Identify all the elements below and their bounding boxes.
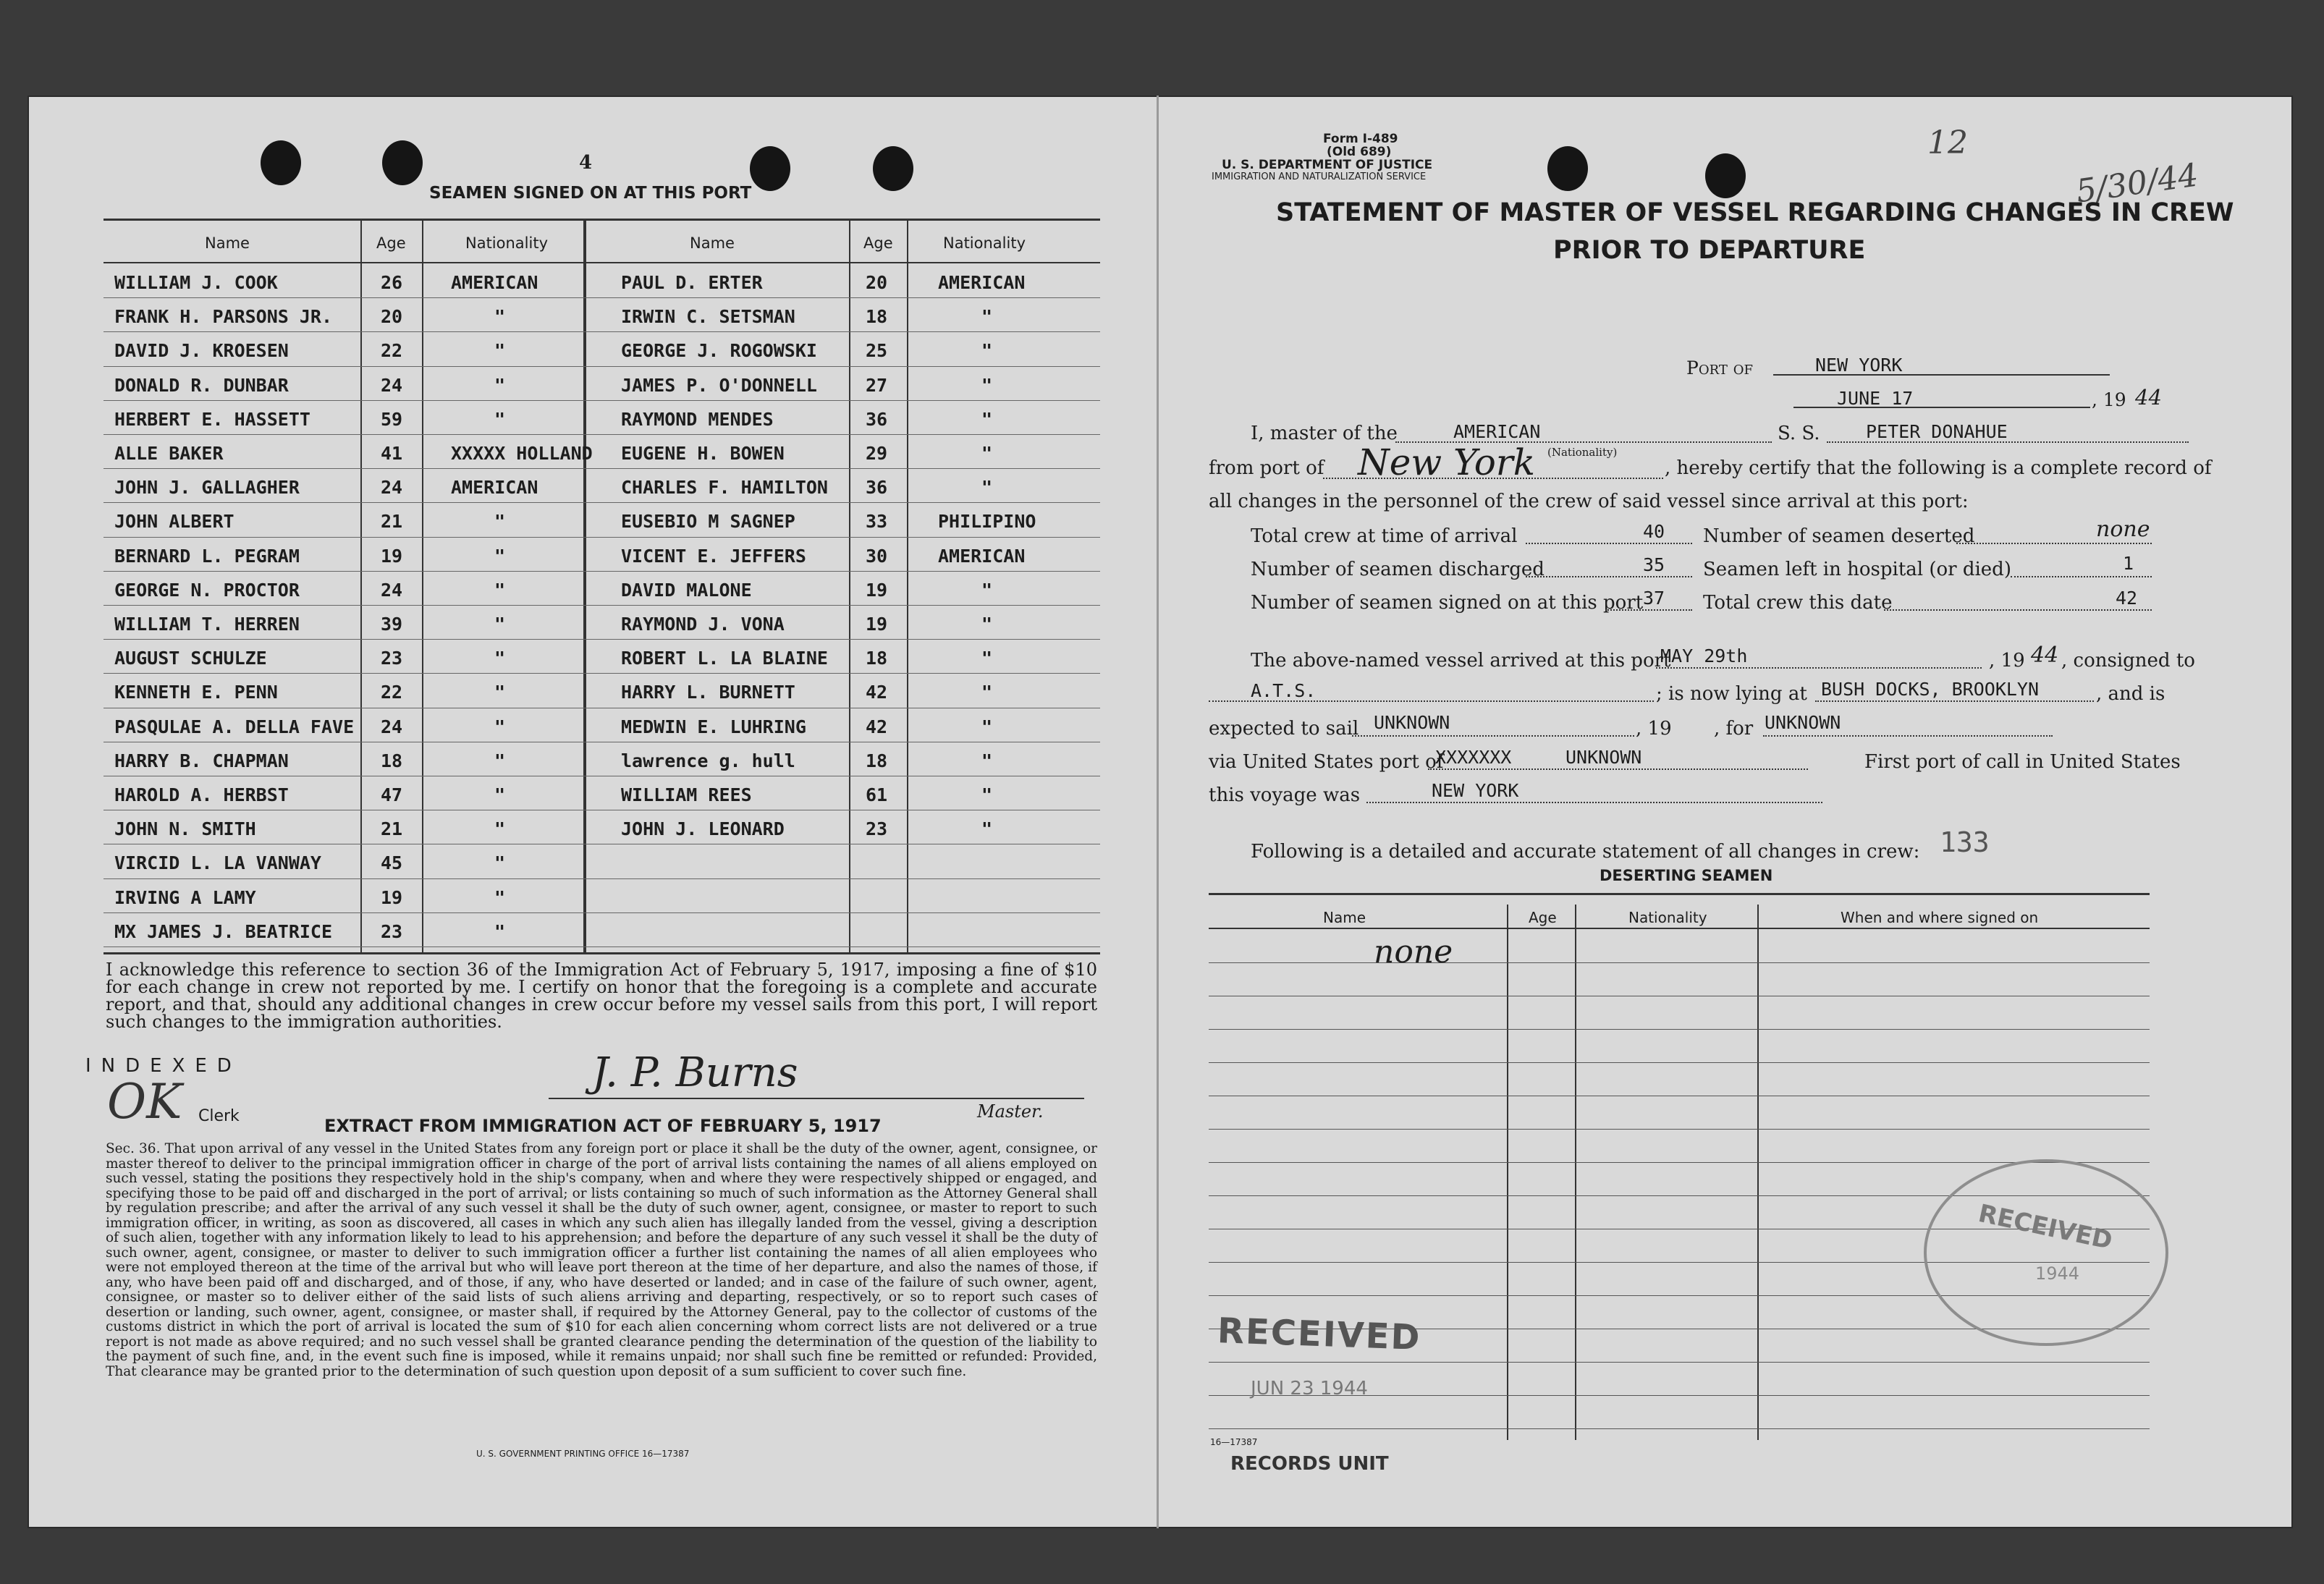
column-header-name: Name [1323,909,1366,926]
left-age-cell: 23 [381,648,403,669]
indexed-label: INDEXED [85,1055,242,1077]
left-age-cell: 41 [381,443,403,464]
right-name-cell: IRWIN C. SETSMAN [621,306,795,327]
row-divider [103,400,1100,401]
lying-label: ; is now lying at [1656,683,1807,705]
left-name-cell: AUGUST SCHULZE [114,648,267,669]
left-nationality-cell: AMERICAN [451,272,538,293]
consignee-value: A.T.S. [1251,680,1317,701]
deserting-title: DESERTING SEAMEN [1600,867,1773,884]
row-divider [103,502,1100,503]
year-value: 44 [2135,385,2162,410]
left-nationality-cell: " [494,546,506,567]
from-port-value: New York [1358,441,1535,483]
right-age-cell: 36 [866,409,888,430]
right-name-cell: EUSEBIO M SAGNEP [621,511,795,532]
service-name: IMMIGRATION AND NATURALIZATION SERVICE [1212,171,1427,182]
row-divider [1209,1362,2150,1363]
right-nationality-cell: PHILIPINO [938,511,1036,532]
row-divider [1209,1428,2150,1429]
extract-text: Sec. 36. That upon arrival of any vessel in the United States from any foreign port or place it shall be the duty of the owner, agent, consignee, or master thereof to deliver to the principal immigration officer in charge of the port of arrival lists containing the names of all aliens employed on such vessel, stating the positions they respectively hold in the ship's company, when and where they were respectively shipped or engaged, and specifying those to be paid off and discharged in the port of arrival; or lists containing so much of such information as the Attorney General shall by regulation prescribe; and after the arrival of any such vessel it shall be the duty of such owner, agent, consignee, or master to report to such immigration officer, in writing, as soon as discovered, all cases in which any such alien has illegally landed from the vessel, giving a description of such alien, together with any information likely to lead to his apprehension; and before the departure of any such vessel it shall be the duty of such owner, agent, consignee, or master to deliver to such immigration officer a further list containing the names of all alien employees who were not employed thereon at the time of the arrival but who will leave port thereon at the time of her departure, and also the names of those, if any, who have been paid off and discharged, and of those, if any, who have deserted or landed; and in case of the failure of such owner, agent, consignee, or master so to deliver either of the said lists of such aliens arriving and departing, respectively, or so to report such cases of desertion or landing, such owner, agent, consignee, or master shall, if required by the Attorney General, pay to the collector of customs of the customs district in which the port of arrival is located the sum of $10 for each alien concerning whom correct lists are not delivered or a true report is not made as above required; and no such vessel shall be granted clearance pending the determination of the question of the liability to the payment of such fine, and, in the event such fine is imposed, while it remains unpaid; nor shall such fine be remitted or refunded: Provided, That clearance may be granted prior to the determination of such question upon deposit of a sum sufficient to cover such fine. [106,1141,1097,1379]
left-name-cell: HARRY B. CHAPMAN [114,750,289,771]
right-name-cell: GEORGE J. ROGOWSKI [621,340,817,361]
right-age-cell: 27 [866,375,888,396]
left-name-cell: WILLIAM T. HERREN [114,614,300,635]
row-divider [103,878,1100,879]
left-nationality-cell: " [494,306,506,327]
form-code: 16—17387 [1210,1437,1258,1447]
date-value: JUNE 17 [1837,388,1914,409]
form-number: Form I-489 [1323,132,1398,146]
corner-note: 12 [1927,124,1968,161]
discharged-label: Number of seamen discharged [1251,559,1545,580]
right-nationality-cell: " [981,614,993,635]
for-label: , for [1714,718,1754,740]
column-header-nationality: Nationality [1628,909,1707,926]
row-divider [1209,1162,2150,1163]
lying-line [1815,700,2094,702]
right-nationality-cell: " [981,477,993,498]
left-nationality-cell: " [494,682,506,703]
changes-text: all changes in the personnel of the crew of said vessel since arrival at this port: [1209,491,1969,512]
corner-date: 5/30/44 [2074,156,2201,211]
left-name-cell: FRANK H. PARSONS JR. [114,306,333,327]
leader-dots [1526,576,1692,577]
form-title-line2: PRIOR TO DEPARTURE [1553,236,1866,265]
row-divider [1209,1062,2150,1063]
right-name-cell: RAYMOND J. VONA [621,614,785,635]
right-nationality-cell: " [981,375,993,396]
serial-number: 133 [1940,826,1990,858]
column-header-nationality: Nationality [465,234,549,252]
year-prefix: , 19 [1989,650,2025,672]
column-header-name: Name [690,234,735,252]
left-nationality-cell: " [494,375,506,396]
consigned-label: , consigned to [2061,650,2195,672]
via-line [1428,768,1808,770]
left-name-cell: GEORGE N. PROCTOR [114,580,300,601]
right-age-cell: 23 [866,818,888,839]
leader-dots [2011,576,2152,577]
left-nationality-cell: XXXXX HOLLAND [451,443,593,464]
left-nationality-cell: " [494,580,506,601]
row-divider [103,673,1100,674]
lying-value: BUSH DOCKS, BROOKLYN [1821,679,2040,700]
port-value: NEW YORK [1815,355,1903,376]
left-name-cell: WILLIAM J. COOK [114,272,278,293]
page-number: 4 [579,152,593,174]
right-name-cell: EUGENE H. BOWEN [621,443,785,464]
row-divider [1209,1029,2150,1030]
left-age-cell: 19 [381,887,403,908]
leader-dots [1884,609,2152,611]
left-nationality-cell: " [494,716,506,737]
hospital-label: Seamen left in hospital (or died) [1703,559,2011,580]
right-name-cell: HARRY L. BURNETT [621,682,795,703]
left-nationality-cell: " [494,887,506,908]
received-stamp-date: JUN 23 1944 [1251,1378,1368,1399]
certify-text: , hereby certify that the following is a complete record of [1665,457,2212,479]
left-age-cell: 21 [381,511,403,532]
left-page-title: SEAMEN SIGNED ON AT THIS PORT [429,184,752,203]
total-date-value: 42 [2116,588,2138,609]
left-nationality-cell: " [494,648,506,669]
right-age-cell: 30 [866,546,888,567]
voyage-label: this voyage was [1209,784,1361,806]
round-stamp-text: RECEIVED [1975,1198,2116,1256]
right-age-cell: 42 [866,716,888,737]
row-divider [1209,962,2150,963]
received-stamp: RECEIVED [1217,1310,1422,1358]
left-nationality-cell: " [494,614,506,635]
right-name-cell: lawrence g. hull [621,750,795,771]
right-age-cell: 18 [866,648,888,669]
nationality-value: AMERICAN [1453,421,1541,442]
acknowledgement-text: I acknowledge this reference to section 36 of the Immigration Act of February 5, 1917, imposing a fine of $10 for each change in crew not reported by me. I certify on honor that the foregoing is a complete and accurate report, and that, should any additional changes in crew occur before my vessel sails from this port, I will report such changes to the immigration authorities. [106,960,1097,1032]
row-divider [103,366,1100,367]
total-arrival-label: Total crew at time of arrival [1251,525,1518,547]
left-name-cell: JOHN J. GALLAGHER [114,477,300,498]
via-struck: XXXXXXX [1435,747,1512,768]
left-name-cell: PASQULAE A. DELLA FAVE [114,716,355,737]
round-stamp-year: 1944 [2035,1263,2080,1284]
right-name-cell: JOHN J. LEONARD [621,818,785,839]
left-age-cell: 24 [381,375,403,396]
left-age-cell: 22 [381,682,403,703]
right-age-cell: 61 [866,784,888,805]
leader-dots [1605,609,1692,611]
row-divider [103,912,1100,913]
right-name-cell: MEDWIN E. LUHRING [621,716,806,737]
right-name-cell: JAMES P. O'DONNELL [621,375,817,396]
expected-value: UNKNOWN [1374,712,1450,733]
left-name-cell: KENNETH E. PENN [114,682,278,703]
printing-office: U. S. GOVERNMENT PRINTING OFFICE 16—17387 [476,1449,690,1459]
right-name-cell: ROBERT L. LA BLAINE [621,648,828,669]
ss-label: S. S. [1778,423,1820,444]
right-name-cell: CHARLES F. HAMILTON [621,477,828,498]
punch-hole [873,146,913,191]
left-nationality-cell: " [494,511,506,532]
leader-dots [1956,543,2152,544]
column-header-nationality: Nationality [943,234,1026,252]
left-nationality-cell: " [494,340,506,361]
expected-line [1352,735,1634,737]
from-port-label: from port of [1209,457,1324,479]
master-signature: J. P. Burns [592,1049,798,1096]
left-name-cell: VIRCID L. LA VANWAY [114,852,321,873]
left-nationality-cell: AMERICAN [451,477,538,498]
column-header-age: Age [376,234,406,252]
left-age-cell: 24 [381,580,403,601]
right-nationality-cell: " [981,648,993,669]
left-age-cell: 19 [381,546,403,567]
for-line [1763,735,2053,737]
right-name-cell: RAYMOND MENDES [621,409,774,430]
arrived-line [1656,667,1982,669]
expected-year-prefix: , 19 [1636,718,1672,740]
left-age-cell: 21 [381,818,403,839]
expected-label: expected to sail [1209,718,1359,740]
punch-hole [382,140,423,185]
discharged-value: 35 [1643,554,1665,575]
deserting-entry: none [1374,933,1453,970]
right-age-cell: 36 [866,477,888,498]
left-nationality-cell: " [494,852,506,873]
master-label: Master. [977,1101,1044,1122]
right-nationality-cell: " [981,340,993,361]
punch-hole [1547,146,1588,191]
right-nationality-cell: " [981,409,993,430]
signed-on-value: 37 [1643,588,1665,609]
arrived-year: 44 [2031,643,2059,668]
extract-title: EXTRACT FROM IMMIGRATION ACT OF FEBRUARY 5, 1917 [324,1116,882,1136]
right-age-cell: 18 [866,306,888,327]
right-age-cell: 33 [866,511,888,532]
row-divider [103,468,1100,469]
first-port-label: First port of call in United States [1864,751,2181,773]
right-age-cell: 29 [866,443,888,464]
row-divider [103,946,1100,947]
right-name-cell: DAVID MALONE [621,580,752,601]
punch-hole [261,140,301,185]
round-received-stamp [1924,1159,2168,1346]
total-date-label: Total crew this date [1703,592,1893,614]
voyage-value: NEW YORK [1432,780,1519,801]
arrived-value: MAY 29th [1660,645,1748,666]
hospital-value: 1 [2123,553,2134,574]
left-nationality-cell: " [494,818,506,839]
form-old-number: (Old 689) [1327,145,1392,159]
left-nationality-cell: " [494,784,506,805]
left-age-cell: 20 [381,306,403,327]
department-name: U. S. DEPARTMENT OF JUSTICE [1222,158,1433,172]
master-of-label: I, master of the [1251,423,1398,444]
deserted-value: none [2096,517,2150,542]
column-header-name: Name [205,234,250,252]
row-divider [103,537,1100,538]
left-nationality-cell: " [494,921,506,942]
deserted-label: Number of seamen deserted [1703,525,1975,547]
left-age-cell: 39 [381,614,403,635]
right-nationality-cell: " [981,818,993,839]
row-divider [103,571,1100,572]
left-name-cell: DAVID J. KROESEN [114,340,289,361]
right-age-cell: 19 [866,614,888,635]
left-name-cell: JOHN ALBERT [114,511,234,532]
right-age-cell: 18 [866,750,888,771]
right-name-cell: VICENT E. JEFFERS [621,546,806,567]
right-nationality-cell: AMERICAN [938,272,1026,293]
column-header-age: Age [1529,909,1557,926]
right-age-cell: 25 [866,340,888,361]
right-nationality-cell: " [981,784,993,805]
left-nationality-cell: " [494,409,506,430]
left-name-cell: JOHN N. SMITH [114,818,256,839]
right-nationality-cell: " [981,306,993,327]
right-age-cell: 42 [866,682,888,703]
left-age-cell: 59 [381,409,403,430]
left-nationality-cell: " [494,750,506,771]
left-name-cell: DONALD R. DUNBAR [114,375,289,396]
row-divider [103,639,1100,640]
and-is-label: , and is [2096,683,2165,705]
nationality-caption: (Nationality) [1547,446,1618,459]
left-age-cell: 23 [381,921,403,942]
via-label: via United States port of [1209,751,1444,773]
records-unit-stamp: RECORDS UNIT [1230,1453,1389,1475]
row-divider [103,331,1100,332]
arrived-label: The above-named vessel arrived at this port [1251,650,1671,672]
left-name-cell: BERNARD L. PEGRAM [114,546,300,567]
row-divider [103,297,1100,298]
left-age-cell: 26 [381,272,403,293]
port-label: Port of [1686,357,1754,378]
right-nationality-cell: " [981,750,993,771]
column-header-age: Age [863,234,893,252]
document-sheet [28,96,2293,1528]
leader-dots [1526,543,1692,544]
right-age-cell: 20 [866,272,888,293]
indexed-mark: OK [107,1074,182,1130]
year-prefix: , 19 [2092,389,2126,410]
left-name-cell: HERBERT E. HASSETT [114,409,310,430]
page-fold [1157,96,1159,1528]
row-divider [103,434,1100,435]
left-age-cell: 22 [381,340,403,361]
right-name-cell: WILLIAM REES [621,784,752,805]
voyage-line [1366,802,1822,803]
left-name-cell: HAROLD A. HERBST [114,784,289,805]
row-divider [1209,1129,2150,1130]
right-nationality-cell: " [981,580,993,601]
via-value: UNKNOWN [1565,747,1642,768]
left-age-cell: 47 [381,784,403,805]
clerk-label: Clerk [198,1107,240,1125]
for-value: UNKNOWN [1765,712,1841,733]
signature-line [549,1098,1084,1099]
left-name-cell: ALLE BAKER [114,443,224,464]
left-name-cell: MX JAMES J. BEATRICE [114,921,333,942]
row-divider [103,605,1100,606]
form-title-line1: STATEMENT OF MASTER OF VESSEL REGARDING CHANGES IN CREW [1276,198,2234,227]
left-name-cell: IRVING A LAMY [114,887,256,908]
right-nationality-cell: " [981,443,993,464]
right-nationality-cell: AMERICAN [938,546,1026,567]
punch-hole [1705,153,1746,198]
column-header-when-where: When and where signed on [1841,909,2039,926]
right-nationality-cell: " [981,682,993,703]
left-age-cell: 24 [381,477,403,498]
right-name-cell: PAUL D. ERTER [621,272,763,293]
signed-on-label: Number of seamen signed on at this port [1251,592,1644,614]
following-label: Following is a detailed and accurate statement of all changes in crew: [1251,841,1920,863]
right-age-cell: 19 [866,580,888,601]
total-arrival-value: 40 [1643,521,1665,542]
left-age-cell: 24 [381,716,403,737]
punch-hole [750,146,790,191]
right-nationality-cell: " [981,716,993,737]
ship-name: PETER DONAHUE [1866,421,2008,442]
left-age-cell: 18 [381,750,403,771]
left-age-cell: 45 [381,852,403,873]
